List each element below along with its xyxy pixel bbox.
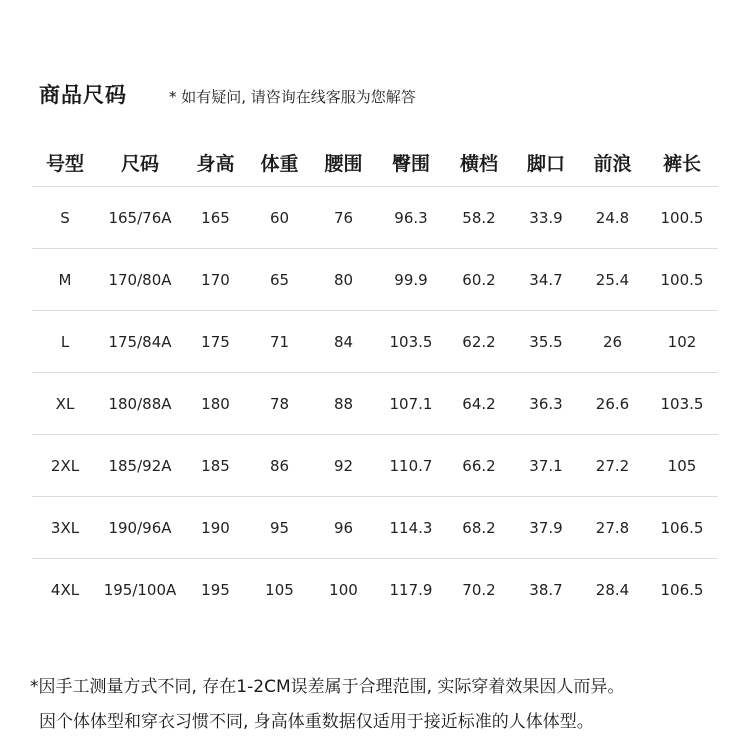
table-cell: 76 <box>310 187 377 249</box>
table-row <box>32 497 718 559</box>
table-cell: 175/84A <box>98 311 182 373</box>
table-cell: 102 <box>646 311 718 373</box>
table-cell: 66.2 <box>445 435 513 497</box>
table-cell: M <box>32 249 98 311</box>
table-cell: 26 <box>579 311 646 373</box>
disclaimer <box>30 670 624 740</box>
table-cell: 4XL <box>50 580 80 599</box>
table-cell: 25.4 <box>579 249 646 311</box>
column-header: 前浪 <box>579 138 646 187</box>
table-cell: 68.2 <box>445 497 513 559</box>
table-cell: 180 <box>182 373 249 435</box>
table-cell: 60 <box>249 187 310 249</box>
table-cell: 71 <box>249 311 310 373</box>
table-cell: 103.5 <box>377 311 445 373</box>
table-cell: 95 <box>249 497 310 559</box>
table-cell: 195 <box>201 580 230 599</box>
column-header: 臀围 <box>377 138 445 187</box>
table-cell: 36.3 <box>513 373 579 435</box>
table-cell: 107.1 <box>377 373 445 435</box>
size-table <box>32 138 718 620</box>
table-cell: 110.7 <box>377 435 445 497</box>
table-cell: 92 <box>310 435 377 497</box>
table-row <box>32 435 718 497</box>
table-cell: 165 <box>182 187 249 249</box>
table-row <box>32 559 718 621</box>
table-cell: 78 <box>249 373 310 435</box>
table-row <box>32 373 718 435</box>
table-cell: 170/80A <box>98 249 182 311</box>
table-cell: 58.2 <box>445 187 513 249</box>
table-cell: 96 <box>310 497 377 559</box>
table-cell: 114.3 <box>377 497 445 559</box>
table-cell: 65 <box>249 249 310 311</box>
table-cell: 100.5 <box>646 187 718 249</box>
table-cell: 185/92A <box>98 435 182 497</box>
table-cell: 103.5 <box>646 373 718 435</box>
table-cell: 185 <box>182 435 249 497</box>
column-header: 身高 <box>182 138 249 187</box>
table-cell: 106.5 <box>660 580 704 599</box>
table-cell: 195/100A <box>103 580 177 599</box>
table-cell: 170 <box>182 249 249 311</box>
table-row <box>32 187 718 249</box>
table-cell: 96.3 <box>377 187 445 249</box>
table-cell: 180/88A <box>98 373 182 435</box>
size-chart-header <box>39 79 416 109</box>
table-cell: 38.7 <box>529 580 563 599</box>
table-row <box>32 311 718 373</box>
column-header: 横档 <box>445 138 513 187</box>
table-cell: 3XL <box>32 497 98 559</box>
page-title: 商品尺码 <box>39 83 127 107</box>
table-row <box>32 249 718 311</box>
table-header-row <box>32 138 718 187</box>
table-cell: XL <box>32 373 98 435</box>
table-cell: 117.9 <box>389 580 433 599</box>
table-cell: 99.9 <box>377 249 445 311</box>
disclaimer-line-2: 因个体体型和穿衣习惯不同, 身高体重数据仅适用于接近标准的人体体型。 <box>39 712 594 732</box>
table-cell: 37.1 <box>513 435 579 497</box>
table-cell: 28.4 <box>595 580 630 599</box>
help-note: * 如有疑问, 请咨询在线客服为您解答 <box>169 88 416 106</box>
column-header: 裤长 <box>646 138 718 187</box>
column-header: 腰围 <box>310 138 377 187</box>
table-cell: 60.2 <box>445 249 513 311</box>
table-cell: 37.9 <box>513 497 579 559</box>
table-cell: 64.2 <box>445 373 513 435</box>
disclaimer-line-1: *因手工测量方式不同, 存在1-2CM误差属于合理范围, 实际穿着效果因人而异。 <box>30 677 625 697</box>
table-cell: 70.2 <box>462 580 496 599</box>
column-header: 体重 <box>249 138 310 187</box>
table-cell: S <box>32 187 98 249</box>
table-cell: 86 <box>249 435 310 497</box>
table-cell: 27.2 <box>579 435 646 497</box>
table-cell: 88 <box>310 373 377 435</box>
table-cell: 190/96A <box>98 497 182 559</box>
table-cell: 105 <box>265 580 294 599</box>
column-header: 脚口 <box>513 138 579 187</box>
table-cell: 35.5 <box>513 311 579 373</box>
table-cell: 84 <box>310 311 377 373</box>
column-header: 号型 <box>32 138 98 187</box>
table-cell: 33.9 <box>513 187 579 249</box>
table-cell: 34.7 <box>513 249 579 311</box>
table-cell: L <box>32 311 98 373</box>
table-cell: 80 <box>310 249 377 311</box>
table-cell: 100.5 <box>646 249 718 311</box>
table-cell: 27.8 <box>579 497 646 559</box>
table-cell: 24.8 <box>579 187 646 249</box>
table-cell: 2XL <box>32 435 98 497</box>
table-cell: 106.5 <box>646 497 718 559</box>
table-cell: 190 <box>182 497 249 559</box>
column-header: 尺码 <box>98 138 182 187</box>
table-cell: 62.2 <box>445 311 513 373</box>
table-cell: 165/76A <box>98 187 182 249</box>
table-cell: 175 <box>182 311 249 373</box>
table-cell: 105 <box>646 435 718 497</box>
table-cell: 100 <box>329 580 358 599</box>
table-cell: 26.6 <box>579 373 646 435</box>
